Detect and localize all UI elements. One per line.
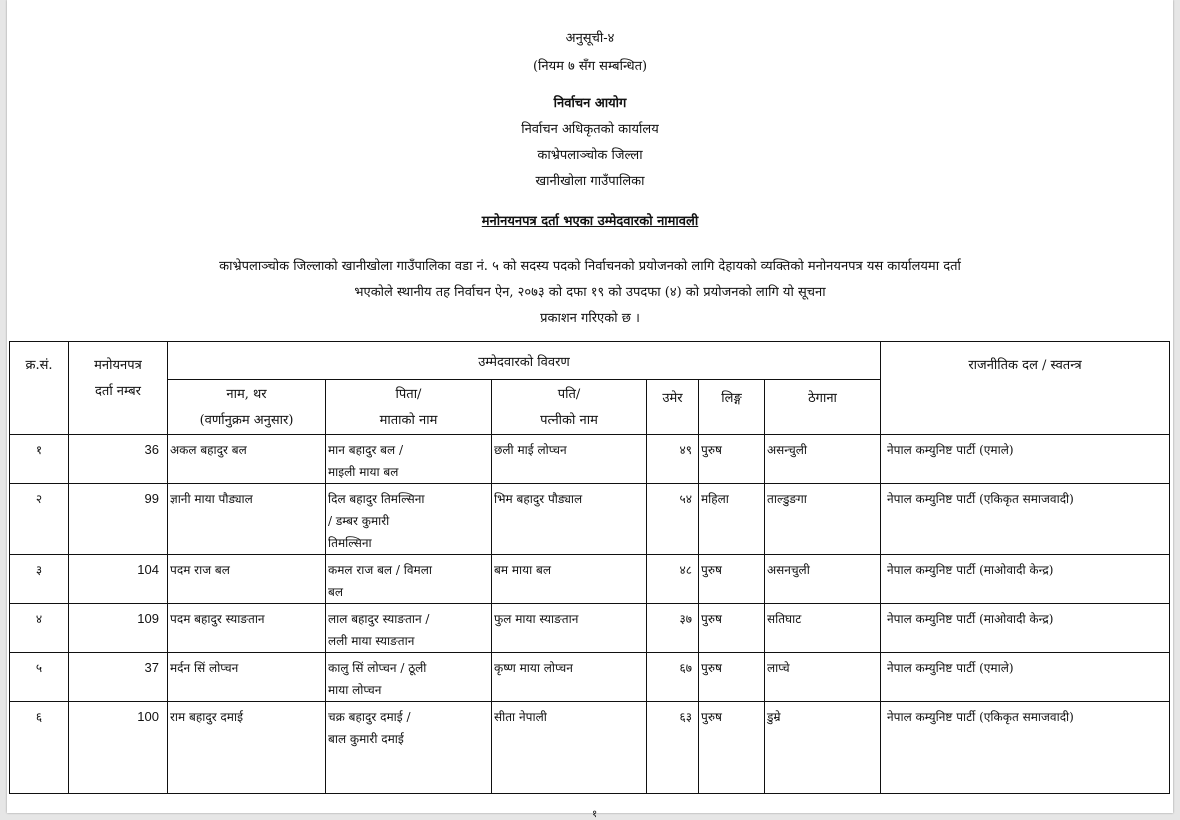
cell-registration: 104	[69, 555, 168, 604]
cell-party: नेपाल कम्युनिष्ट पार्टी (एमाले)	[881, 435, 1170, 484]
cell-spouse: कृष्ण माया लोप्चन	[492, 653, 647, 702]
cell-gender: पुरुष	[699, 702, 765, 794]
cell-spouse: छली माई लोप्चन	[492, 435, 647, 484]
notice-line-1: काभ्रेपलाञ्चोक जिल्लाको खानीखोला गाउँपालिका वडा नं. ५ को सदस्य पदको निर्वाचनको प्रयोजनको लागि देहायको व्यक्तिको मनोनयनपत्र यस कार्यालयमा दर्ता	[219, 259, 961, 274]
cell-age: ४८	[647, 555, 699, 604]
cell-address: सतिघाट	[765, 604, 881, 653]
document-page	[7, 0, 1173, 820]
header-age: उमेर	[647, 380, 699, 435]
cell-registration: 37	[69, 653, 168, 702]
header-name: नाम, थर (वर्णानुक्रम अनुसार)	[168, 380, 326, 435]
cell-spouse: बम माया बल	[492, 555, 647, 604]
cell-gender: पुरुष	[699, 604, 765, 653]
schedule-label: अनुसूची-४	[565, 31, 615, 46]
header-parent: पिता/ माताको नाम	[326, 380, 492, 435]
cell-party: नेपाल कम्युनिष्ट पार्टी (माओवादी केन्द्र)	[881, 555, 1170, 604]
cell-party: नेपाल कम्युनिष्ट पार्टी (एकिकृत समाजवादी)	[881, 484, 1170, 555]
cell-parent: मान बहादुर बल / माइली माया बल	[326, 435, 492, 484]
table-row	[10, 484, 1170, 555]
cell-address: असन्चुली	[765, 435, 881, 484]
cell-age: ३७	[647, 604, 699, 653]
table-row	[10, 653, 1170, 702]
municipality-name: खानीखोला गाउँपालिका	[535, 174, 645, 189]
header-registration: मनोयनपत्र दर्ता नम्बर	[69, 342, 168, 435]
header-serial: क्र.सं.	[10, 342, 69, 435]
page-number: १	[592, 809, 598, 820]
cell-name: पदम राज बल	[168, 555, 326, 604]
table-row	[10, 702, 1170, 794]
cell-age: ६३	[647, 702, 699, 794]
cell-name: ज्ञानी माया पौड्याल	[168, 484, 326, 555]
header-gender: लिङ्ग	[699, 380, 765, 435]
cell-serial: ४	[10, 604, 69, 653]
cell-spouse: भिम बहादुर पौड्याल	[492, 484, 647, 555]
cell-address: डुम्रे	[765, 702, 881, 794]
notice-line-3: प्रकाशन गरिएको छ ।	[540, 311, 640, 326]
cell-gender: पुरुष	[699, 435, 765, 484]
cell-age: ५४	[647, 484, 699, 555]
cell-parent: दिल बहादुर तिमल्सिना / डम्बर कुमारी तिमल्सिना	[326, 484, 492, 555]
cell-serial: १	[10, 435, 69, 484]
cell-parent: कमल राज बल / विमला बल	[326, 555, 492, 604]
cell-party: नेपाल कम्युनिष्ट पार्टी (एकिकृत समाजवादी)	[881, 702, 1170, 794]
table-row	[10, 555, 1170, 604]
cell-gender: पुरुष	[699, 653, 765, 702]
cell-age: ४९	[647, 435, 699, 484]
cell-address: ताल्डुङगा	[765, 484, 881, 555]
cell-registration: 36	[69, 435, 168, 484]
candidate-table	[9, 341, 1170, 794]
cell-name: पदम बहादुर स्याङतान	[168, 604, 326, 653]
cell-serial: ६	[10, 702, 69, 794]
cell-address: असनचुली	[765, 555, 881, 604]
cell-serial: २	[10, 484, 69, 555]
cell-serial: ३	[10, 555, 69, 604]
district-name: काभ्रेपलाञ्चोक जिल्ला	[537, 148, 643, 163]
cell-serial: ५	[10, 653, 69, 702]
cell-spouse: सीता नेपाली	[492, 702, 647, 794]
cell-spouse: फुल माया स्याङतान	[492, 604, 647, 653]
list-title: मनोनयनपत्र दर्ता भएका उम्मेदवारको नामावली	[481, 214, 699, 229]
cell-address: लाप्चे	[765, 653, 881, 702]
cell-registration: 109	[69, 604, 168, 653]
cell-name: राम बहादुर दमाई	[168, 702, 326, 794]
table-row	[10, 435, 1170, 484]
cell-registration: 99	[69, 484, 168, 555]
cell-parent: चक्र बहादुर दमाई / बाल कुमारी दमाई	[326, 702, 492, 794]
cell-gender: महिला	[699, 484, 765, 555]
cell-name: अकल बहादुर बल	[168, 435, 326, 484]
cell-gender: पुरुष	[699, 555, 765, 604]
header-address: ठेगाना	[765, 380, 881, 435]
office-name: निर्वाचन अधिकृतको कार्यालय	[521, 122, 659, 137]
cell-party: नेपाल कम्युनिष्ट पार्टी (एमाले)	[881, 653, 1170, 702]
cell-age: ६७	[647, 653, 699, 702]
rule-reference: (नियम ७ सँग सम्बन्धित)	[532, 59, 648, 74]
header-party: राजनीतिक दल / स्वतन्त्र	[881, 342, 1170, 435]
header-candidate-details: उम्मेदवारको विवरण	[168, 342, 881, 380]
cell-party: नेपाल कम्युनिष्ट पार्टी (माओवादी केन्द्र)	[881, 604, 1170, 653]
header-spouse: पति/ पत्नीको नाम	[492, 380, 647, 435]
cell-name: मर्दन सिं लोप्चन	[168, 653, 326, 702]
cell-parent: कालु सिं लोप्चन / ठूली माया लोप्चन	[326, 653, 492, 702]
table-row	[10, 604, 1170, 653]
notice-line-2: भएकोले स्थानीय तह निर्वाचन ऐन, २०७३ को दफा १९ को उपदफा (४) को प्रयोजनको लागि यो सूचना	[354, 285, 826, 300]
commission-name: निर्वाचन आयोग	[553, 96, 627, 111]
cell-parent: लाल बहादुर स्याङतान / लली माया स्याङतान	[326, 604, 492, 653]
notice-paragraph	[157, 254, 1023, 332]
cell-registration: 100	[69, 702, 168, 794]
